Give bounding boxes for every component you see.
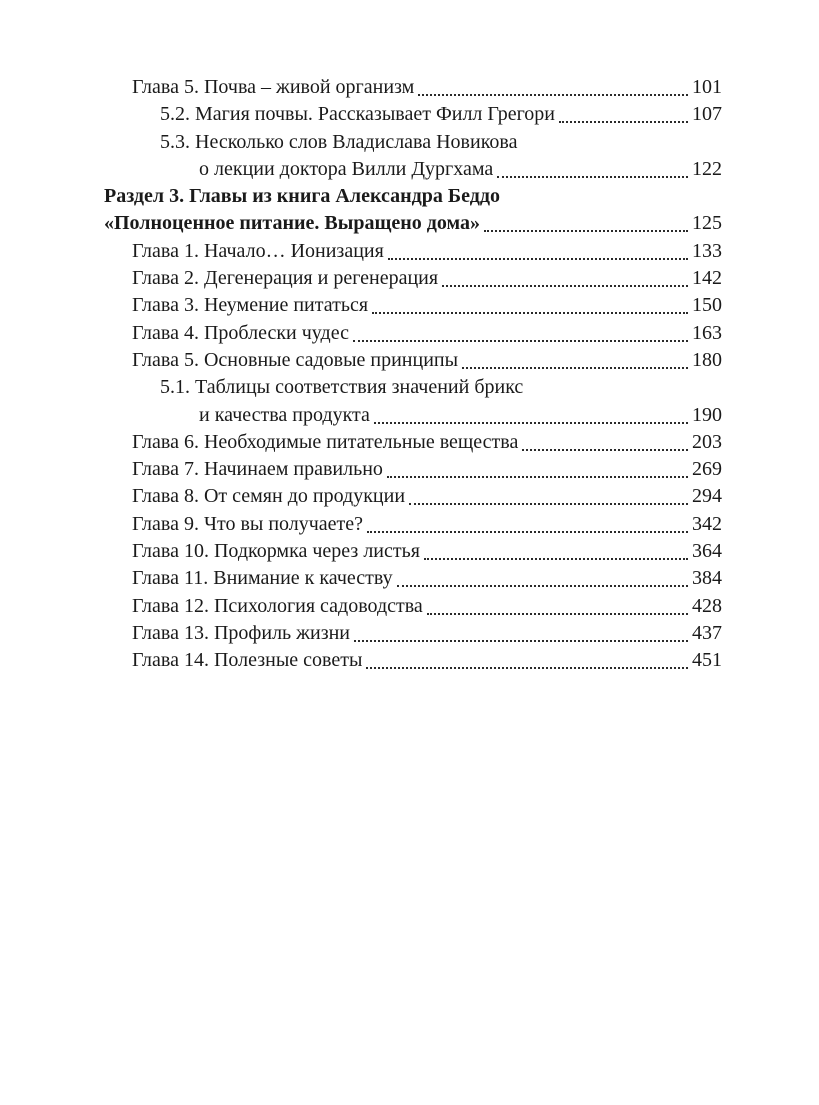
toc-entry-page-number: 150 [688, 292, 722, 319]
toc-entry [0, 374, 819, 401]
toc-entry-title: Глава 14. Полезные советы [132, 647, 364, 674]
toc-entry [0, 511, 819, 538]
toc-entry-title: о лекции доктора Вилли Дургхама [199, 156, 495, 183]
toc-entry-title: Глава 1. Начало… Ионизация [132, 238, 386, 265]
toc-entry-title: Глава 4. Проблески чудес [132, 320, 351, 347]
toc-entry-page-number: 384 [688, 565, 722, 592]
toc-entry-page-number: 163 [688, 320, 722, 347]
dot-leader [372, 312, 688, 314]
table-of-contents [0, 74, 819, 675]
toc-entry [0, 101, 819, 128]
toc-entry-title: Глава 6. Необходимые питательные вещества [132, 429, 520, 456]
toc-entry-page-number: 180 [688, 347, 722, 374]
toc-entry-title: Глава 8. От семян до продукции [132, 483, 407, 510]
dot-leader [388, 258, 688, 260]
toc-entry-title: 5.2. Магия почвы. Рассказывает Филл Грегори [160, 101, 557, 128]
toc-entry-page-number: 101 [688, 74, 722, 101]
dot-leader [559, 121, 688, 123]
dot-leader [462, 367, 688, 369]
toc-entry [0, 456, 819, 483]
toc-entry [0, 565, 819, 592]
toc-entry [0, 156, 819, 183]
toc-entry-page-number: 142 [688, 265, 722, 292]
toc-entry [0, 593, 819, 620]
toc-entry-title: Глава 5. Почва – живой организм [132, 74, 416, 101]
toc-entry-page-number: 125 [688, 210, 722, 237]
toc-entry-title: Глава 5. Основные садовые принципы [132, 347, 460, 374]
toc-entry [0, 74, 819, 101]
toc-entry [0, 210, 819, 237]
dot-leader [442, 285, 688, 287]
toc-entry-page-number: 437 [688, 620, 722, 647]
toc-entry [0, 265, 819, 292]
toc-entry-title: Глава 10. Подкормка через листья [132, 538, 422, 565]
dot-leader [409, 503, 688, 505]
toc-entry-page-number: 428 [688, 593, 722, 620]
toc-entry-title: Раздел 3. Главы из книга Александра Беддо [104, 183, 502, 210]
toc-entry [0, 647, 819, 674]
toc-entry [0, 129, 819, 156]
dot-leader [367, 531, 688, 533]
toc-entry-page-number: 342 [688, 511, 722, 538]
dot-leader [374, 422, 688, 424]
dot-leader [397, 585, 688, 587]
toc-entry [0, 320, 819, 347]
toc-entry-page-number: 269 [688, 456, 722, 483]
toc-entry [0, 347, 819, 374]
toc-entry-title: Глава 2. Дегенерация и регенерация [132, 265, 440, 292]
toc-entry [0, 402, 819, 429]
toc-entry-title: Глава 12. Психология садоводства [132, 593, 425, 620]
dot-leader [353, 340, 688, 342]
toc-entry-title: 5.3. Несколько слов Владислава Новикова [160, 129, 519, 156]
toc-entry [0, 183, 819, 210]
toc-entry-title: Глава 9. Что вы получаете? [132, 511, 365, 538]
dot-leader [484, 230, 688, 232]
toc-entry-title: Глава 3. Неумение питаться [132, 292, 370, 319]
toc-entry [0, 292, 819, 319]
dot-leader [424, 558, 688, 560]
toc-entry [0, 429, 819, 456]
toc-entry-title: 5.1. Таблицы соответствия значений брикс [160, 374, 525, 401]
toc-entry-page-number: 203 [688, 429, 722, 456]
toc-entry-page-number: 122 [688, 156, 722, 183]
toc-entry [0, 620, 819, 647]
toc-entry-title: Глава 7. Начинаем правильно [132, 456, 385, 483]
toc-entry-page-number: 107 [688, 101, 722, 128]
dot-leader [522, 449, 688, 451]
dot-leader [418, 94, 688, 96]
dot-leader [427, 613, 688, 615]
toc-entry-page-number: 451 [688, 647, 722, 674]
toc-entry-title: Глава 11. Внимание к качеству [132, 565, 395, 592]
toc-entry [0, 538, 819, 565]
dot-leader [366, 667, 688, 669]
dot-leader [497, 176, 688, 178]
toc-entry-page-number: 364 [688, 538, 722, 565]
toc-entry-title: и качества продукта [199, 402, 372, 429]
toc-entry-page-number: 190 [688, 402, 722, 429]
toc-entry-page-number: 133 [688, 238, 722, 265]
toc-entry-title: Глава 13. Профиль жизни [132, 620, 352, 647]
toc-entry [0, 238, 819, 265]
toc-entry-title: «Полноценное питание. Выращено дома» [104, 210, 482, 237]
toc-entry [0, 483, 819, 510]
toc-entry-page-number: 294 [688, 483, 722, 510]
dot-leader [354, 640, 688, 642]
dot-leader [387, 476, 688, 478]
